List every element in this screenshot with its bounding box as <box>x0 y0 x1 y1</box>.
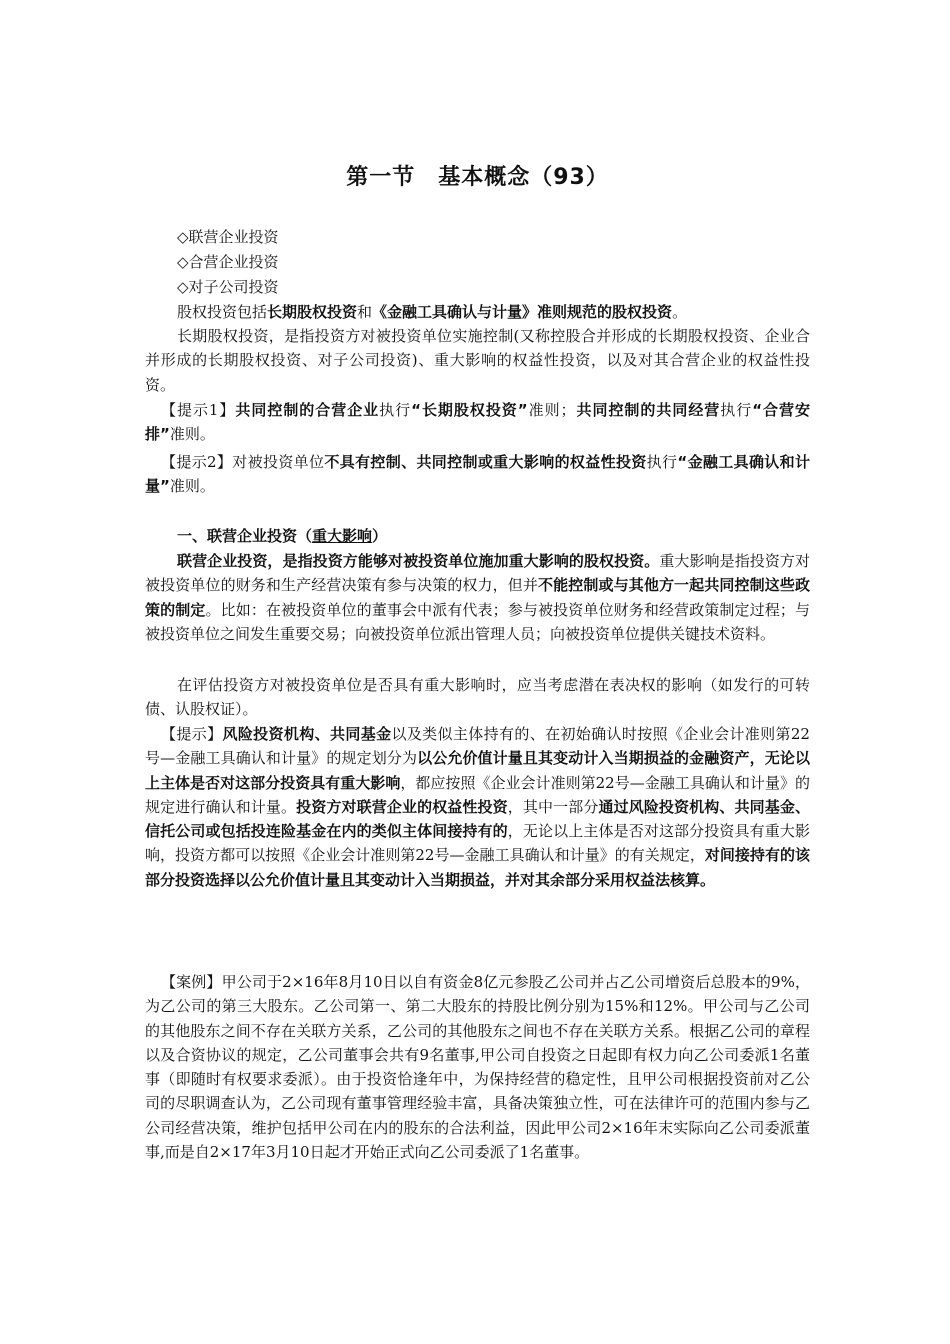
tip-2: 【提示2】对被投资单位不具有控制、共同控制或重大影响的权益性投资执行“金融工具确认和计量”准则。 <box>145 453 810 496</box>
paragraph-associate-definition: 联营企业投资，是指投资方能够对被投资单位施加重大影响的股权投资。重大影响是指投资方对被投资单位的财务和生产经营决策有参与决策的权力，但并不能控制或与其他方一起共同控制这些政策的制定。比如：在被投资单位的董事会中派有代表；参与被投资单位财务和经营政策制定过程；与被投资单位之间发生重要交易；向被投资单位派出管理人员；向被投资单位提供关键技术资料。 <box>145 552 810 643</box>
case-example: 【案例】甲公司于2×16年8月10日以自有资金8亿元参股乙公司并占乙公司增资后总股本的9%，为乙公司的第三大股东。乙公司第一、第二大股东的持股比例分别为15%和12%。甲公司与乙公司的其他股东之间不存在关联方关系，乙公司的其他股东之间也不存在关联方关系。根据乙公司的章程以及合资协议的规定，乙公司董事会共有9名董事,甲公司自投资之日起即有权力向乙公司委派1名董事（即随时有权要求委派）。由于投资恰逢年中，为保持经营的稳定性，且甲公司根据投资前对乙公司的尽职调查认为，乙公司现有董事管理经验丰富，具备决策独立性，可在法律许可的范围内参与乙公司经营决策，维护包括甲公司在内的股东的合法利益，因此甲公司2×16年末实际向乙公司委派董事,而是自2×17年3月10日起才开始正式向乙公司委派了1名董事。 <box>145 973 810 1162</box>
paragraph-long-term-investment: 长期股权投资，是指投资方对被投资单位实施控制(又称控股合并形成的长期股权投资、企业合并形成的长期股权投资、对子公司投资)、重大影响的权益性投资，以及对其合营企业的权益性投资。 <box>145 327 810 394</box>
page-title: 第一节 基本概念（93） <box>346 165 609 190</box>
paragraph-potential-voting-rights: 在评估投资方对被投资单位是否具有重大影响时，应当考虑潜在表决权的影响（如发行的可转债、认股权证）。 <box>145 676 810 719</box>
tip-1: 【提示1】共同控制的合营企业执行“长期股权投资”准则；共同控制的共同经营执行“合营安排”准则。 <box>145 401 810 444</box>
bullet-item: ◇联营企业投资 <box>177 228 279 246</box>
bullet-item: ◇合营企业投资 <box>177 253 279 271</box>
tip-3: 【提示】风险投资机构、共同基金以及类似主体持有的、在初始确认时按照《企业会计准则第22号—金融工具确认和计量》的规定划分为以公允价值计量且其变动计入当期损益的金融资产，无论以上主体是否对这部分投资具有重大影响，都应按照《企业会计准则第22号—金融工具确认和计量》的规定进行确认和计量。投资方对联营企业的权益性投资，其中一部分通过风险投资机构、共同基金、信托公司或包括投连险基金在内的类似主体间接持有的，无论以上主体是否对这部分投资具有重大影响，投资方都可以按照《企业会计准则第22号—金融工具确认和计量》的有关规定，对间接持有的该部分投资选择以公允价值计量且其变动计入当期损益，并对其余部分采用权益法核算。 <box>145 725 810 889</box>
section-heading-associate: 一、联营企业投资（重大影响） <box>177 527 388 545</box>
bullet-item: ◇对子公司投资 <box>177 278 279 296</box>
paragraph-scope: 股权投资包括长期股权投资和《金融工具确认与计量》准则规范的股权投资。 <box>177 303 688 321</box>
